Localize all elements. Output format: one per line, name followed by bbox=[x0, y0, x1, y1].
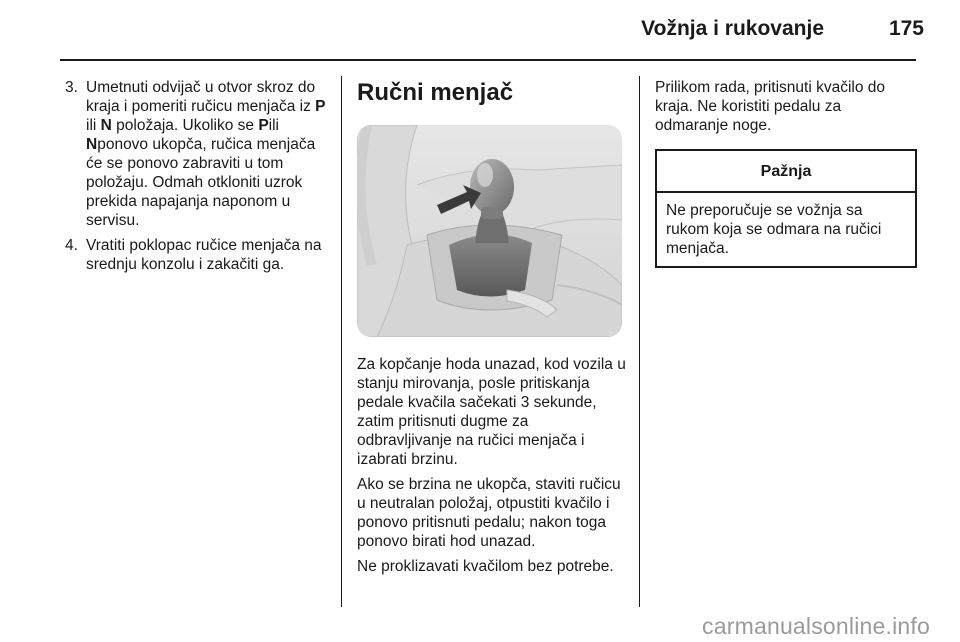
step-text: ponovo ukopča, ručica menjača će se ponovo zabraviti u tom položaju. Odmah otkloniti uzrok prekida napajanja naponom u servisu. bbox=[86, 136, 316, 229]
notice-body: Ne preporučuje se vožnja sa rukom koja se odmara na ručici menjača. bbox=[666, 202, 882, 257]
bold-label: P bbox=[258, 117, 269, 134]
body-paragraph: Ne proklizavati kvačilom bez potrebe. bbox=[357, 558, 614, 575]
bold-label: N bbox=[86, 136, 98, 153]
caution-notice-box bbox=[655, 149, 917, 268]
header-rule bbox=[60, 59, 916, 61]
step-text: Umetnuti odvijač u otvor skroz do kraja i pomeriti ručicu menjača iz bbox=[86, 79, 316, 115]
step-number: 4. bbox=[65, 237, 78, 254]
step-text: Vratiti poklopac ručice menjača na srednju konzolu i zakačiti ga. bbox=[86, 237, 322, 273]
body-paragraph: Za kopčanje hoda unazad, kod vozila u stanju mirovanja, posle pritiskanja pedale kvačila sačekati 3 sekunde, zatim pritisnuti dugme za odbravljivanje na ručici menjača i izabrati brzinu. bbox=[357, 356, 626, 468]
list-item bbox=[64, 236, 330, 274]
gear-shifter-illustration bbox=[357, 125, 622, 337]
step-text: položaja. Ukoliko se bbox=[111, 117, 259, 134]
bold-label: N bbox=[100, 117, 112, 134]
middle-column bbox=[357, 78, 627, 582]
watermark-text: carmanualsonline.info bbox=[702, 613, 930, 639]
body-paragraph: Ako se brzina ne ukopča, staviti ručicu u neutralan položaj, otpustiti kvačilo i ponovo pritisnuti pedalu; nakon toga ponovo birati hod unazad. bbox=[357, 476, 621, 550]
list-item bbox=[64, 78, 330, 230]
left-column bbox=[64, 78, 330, 280]
gear-shifter-drawing bbox=[357, 125, 622, 337]
step-text: ili bbox=[86, 117, 101, 134]
step-text: ili bbox=[268, 117, 279, 134]
right-paragraph: Prilikom rada, pritisnuti kvačilo do kraja. Ne koristiti pedalu za odmaranje noge. bbox=[655, 79, 886, 134]
notice-title: Pažnja bbox=[657, 151, 915, 193]
right-column bbox=[655, 78, 917, 268]
page-number: 175 bbox=[888, 17, 924, 40]
step-number: 3. bbox=[65, 79, 78, 96]
instruction-steps bbox=[64, 78, 330, 274]
column-divider-right bbox=[639, 76, 640, 607]
column-divider-left bbox=[341, 76, 342, 607]
middle-text bbox=[357, 355, 627, 576]
page-header-title: Vožnja i rukovanje bbox=[641, 17, 824, 40]
section-title: Ručni menjač bbox=[357, 79, 514, 106]
bold-label: P bbox=[315, 98, 326, 115]
